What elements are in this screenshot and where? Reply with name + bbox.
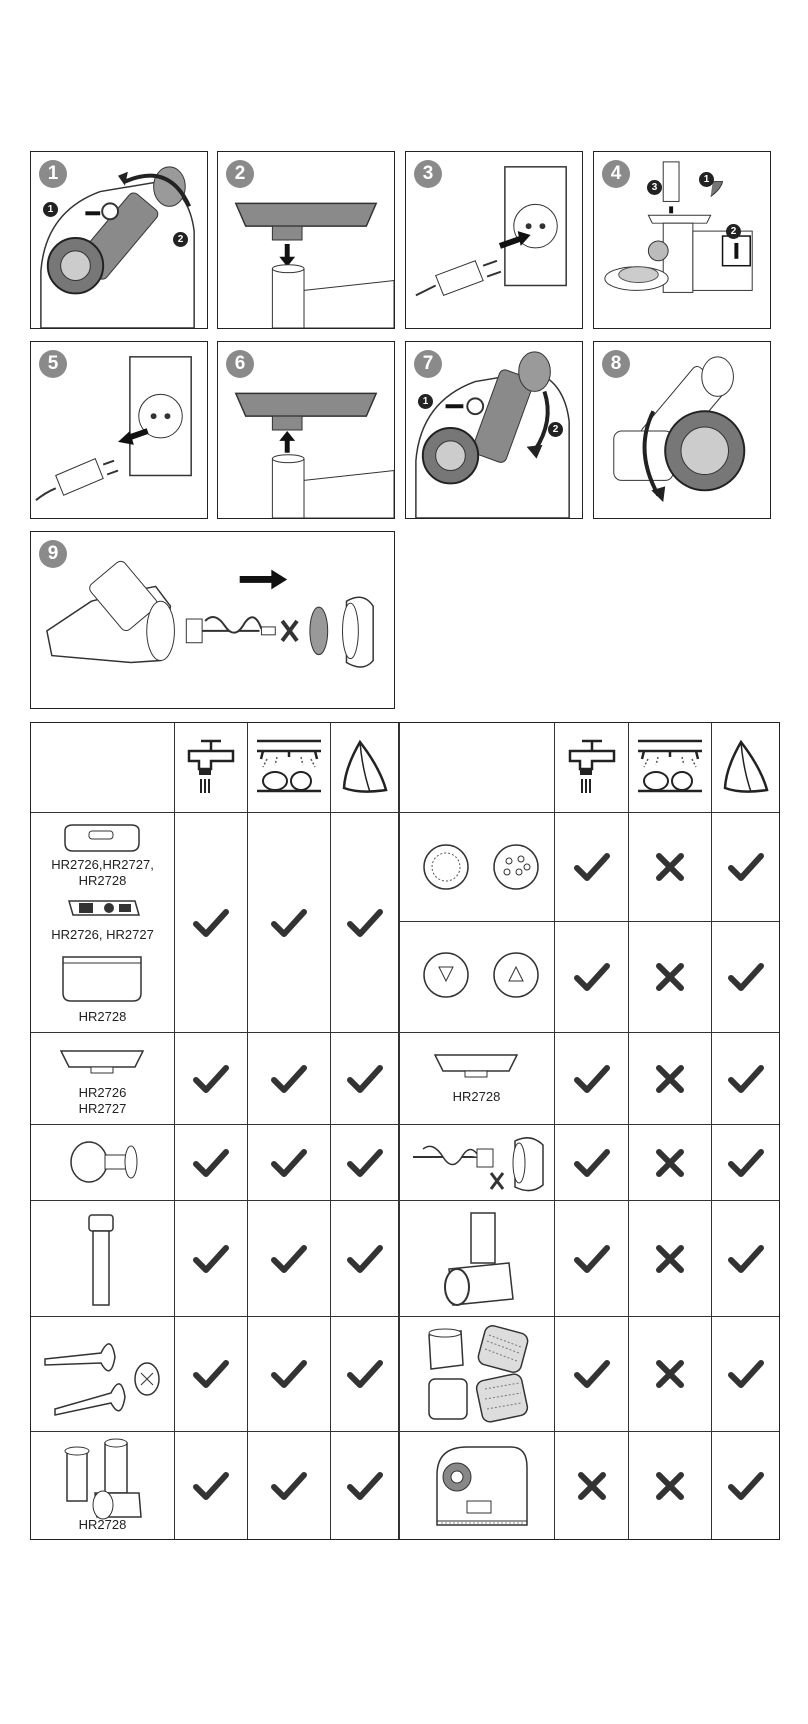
pusher-tube-icon xyxy=(81,1211,121,1309)
care-mark xyxy=(248,1317,330,1431)
cross-icon xyxy=(654,851,686,883)
check-icon xyxy=(270,907,308,939)
care-mark xyxy=(712,1201,779,1316)
header-cloth xyxy=(331,723,398,812)
cleaning-table xyxy=(30,722,780,1540)
care-mark xyxy=(175,813,247,1032)
care-mark xyxy=(629,1317,711,1431)
check-icon xyxy=(270,1063,308,1095)
check-icon xyxy=(727,1147,765,1179)
check-icon xyxy=(573,1243,611,1275)
care-mark xyxy=(712,922,779,1032)
step-number: 7 xyxy=(414,350,442,378)
care-mark xyxy=(331,813,398,1032)
step-panel-1 xyxy=(30,151,208,329)
check-icon xyxy=(270,1147,308,1179)
care-mark xyxy=(175,1125,247,1200)
step-panel-9 xyxy=(30,531,395,709)
care-mark xyxy=(629,1432,711,1539)
check-icon xyxy=(727,1063,765,1095)
care-mark xyxy=(712,1033,779,1124)
check-icon xyxy=(192,1147,230,1179)
check-icon xyxy=(270,1243,308,1275)
screw-blade-ring-icon xyxy=(407,1129,553,1197)
item-label: HR2728 xyxy=(78,1517,127,1532)
care-mark xyxy=(629,1125,711,1200)
mincer-head-icon xyxy=(439,1209,525,1309)
care-mark xyxy=(175,1432,247,1539)
food-pusher-icon xyxy=(65,1135,145,1189)
grid-line xyxy=(398,723,400,1539)
sub-marker: 1 xyxy=(43,202,58,217)
step-panel-2 xyxy=(217,151,395,329)
step-panel-8 xyxy=(593,341,771,519)
item-label: HR2726,HR2727, xyxy=(51,857,154,872)
item-label: HR2728 xyxy=(452,1089,501,1104)
sub-marker: 2 xyxy=(726,224,741,239)
slicing-drums-icon xyxy=(421,1323,541,1425)
tap-water-icon xyxy=(562,733,622,803)
care-mark xyxy=(555,1432,628,1539)
care-mark xyxy=(629,1033,711,1124)
step-panel-6 xyxy=(217,341,395,519)
item-label: HR2727 xyxy=(78,1101,127,1116)
care-mark xyxy=(712,813,779,921)
check-icon xyxy=(727,1470,765,1502)
mincing-discs-icon xyxy=(411,837,551,897)
care-mark xyxy=(331,1201,398,1316)
disassembled-parts-illustration xyxy=(31,532,394,708)
cloth-icon xyxy=(721,738,771,798)
dishwasher-icon xyxy=(634,733,706,803)
juicer-parts-icon xyxy=(59,1437,149,1523)
cross-icon xyxy=(654,1147,686,1179)
step-panel-7 xyxy=(405,341,583,519)
tray-icon xyxy=(57,1041,147,1077)
step-number: 1 xyxy=(39,160,67,188)
check-icon xyxy=(346,1470,384,1502)
cross-icon xyxy=(654,961,686,993)
care-mark xyxy=(331,1432,398,1539)
header-tap-water xyxy=(555,723,628,812)
care-mark xyxy=(555,1317,628,1431)
check-icon xyxy=(573,961,611,993)
check-icon xyxy=(346,1243,384,1275)
step-number: 2 xyxy=(226,160,254,188)
step-panel-5 xyxy=(30,341,208,519)
header-dishwasher xyxy=(629,723,711,812)
header-dishwasher xyxy=(248,723,330,812)
care-mark xyxy=(712,1317,779,1431)
item-label: HR2726, HR2727 xyxy=(51,927,154,942)
sub-marker: 1 xyxy=(418,394,433,409)
care-mark xyxy=(175,1201,247,1316)
care-mark xyxy=(555,813,628,921)
sub-marker: 3 xyxy=(647,180,662,195)
care-mark xyxy=(248,1033,330,1124)
care-mark xyxy=(331,1033,398,1124)
storage-box-icon xyxy=(57,951,147,1005)
check-icon xyxy=(727,1358,765,1390)
accessory-holder-icon xyxy=(65,893,143,923)
check-icon xyxy=(346,1063,384,1095)
tap-water-icon xyxy=(181,733,241,803)
step-number: 3 xyxy=(414,160,442,188)
header-cloth xyxy=(712,723,779,812)
check-icon xyxy=(192,907,230,939)
step-number: 8 xyxy=(602,350,630,378)
sausage-attachments-icon xyxy=(41,1323,167,1423)
care-mark xyxy=(555,922,628,1032)
sub-marker: 1 xyxy=(699,172,714,187)
care-mark xyxy=(248,813,330,1032)
storage-lid-icon xyxy=(59,821,145,857)
check-icon xyxy=(346,1147,384,1179)
item-label: HR2728 xyxy=(78,1009,127,1024)
care-mark xyxy=(248,1432,330,1539)
cross-icon xyxy=(654,1063,686,1095)
care-mark xyxy=(331,1317,398,1431)
care-mark xyxy=(555,1201,628,1316)
check-icon xyxy=(270,1358,308,1390)
care-mark xyxy=(629,1201,711,1316)
care-mark xyxy=(555,1125,628,1200)
item-label: HR2726 xyxy=(78,1085,127,1100)
care-mark xyxy=(248,1201,330,1316)
check-icon xyxy=(727,851,765,883)
care-mark xyxy=(175,1033,247,1124)
care-mark xyxy=(712,1125,779,1200)
sub-marker: 2 xyxy=(173,232,188,247)
motor-unit-icon xyxy=(427,1441,537,1531)
step-number: 4 xyxy=(602,160,630,188)
cross-icon xyxy=(654,1358,686,1390)
check-icon xyxy=(573,1063,611,1095)
check-icon xyxy=(192,1470,230,1502)
item-label: HR2728 xyxy=(78,873,127,888)
step-number: 5 xyxy=(39,350,67,378)
check-icon xyxy=(727,1243,765,1275)
cross-icon xyxy=(576,1470,608,1502)
step-number: 9 xyxy=(39,540,67,568)
check-icon xyxy=(192,1063,230,1095)
step-panel-4 xyxy=(593,151,771,329)
dishwasher-icon xyxy=(253,733,325,803)
cross-icon xyxy=(654,1243,686,1275)
check-icon xyxy=(573,1358,611,1390)
check-icon xyxy=(192,1243,230,1275)
step-number: 6 xyxy=(226,350,254,378)
care-mark xyxy=(555,1033,628,1124)
kebbe-discs-icon xyxy=(411,945,551,1005)
large-tray-icon xyxy=(431,1045,521,1081)
care-mark xyxy=(248,1125,330,1200)
care-mark xyxy=(712,1432,779,1539)
cloth-icon xyxy=(340,738,390,798)
care-mark xyxy=(629,813,711,921)
check-icon xyxy=(192,1358,230,1390)
care-mark xyxy=(331,1125,398,1200)
check-icon xyxy=(727,961,765,993)
care-mark xyxy=(629,922,711,1032)
check-icon xyxy=(270,1470,308,1502)
check-icon xyxy=(346,1358,384,1390)
sub-marker: 2 xyxy=(548,422,563,437)
check-icon xyxy=(346,907,384,939)
check-icon xyxy=(573,1147,611,1179)
step-panel-3 xyxy=(405,151,583,329)
cross-icon xyxy=(654,1470,686,1502)
header-tap-water xyxy=(175,723,247,812)
check-icon xyxy=(573,851,611,883)
care-mark xyxy=(175,1317,247,1431)
